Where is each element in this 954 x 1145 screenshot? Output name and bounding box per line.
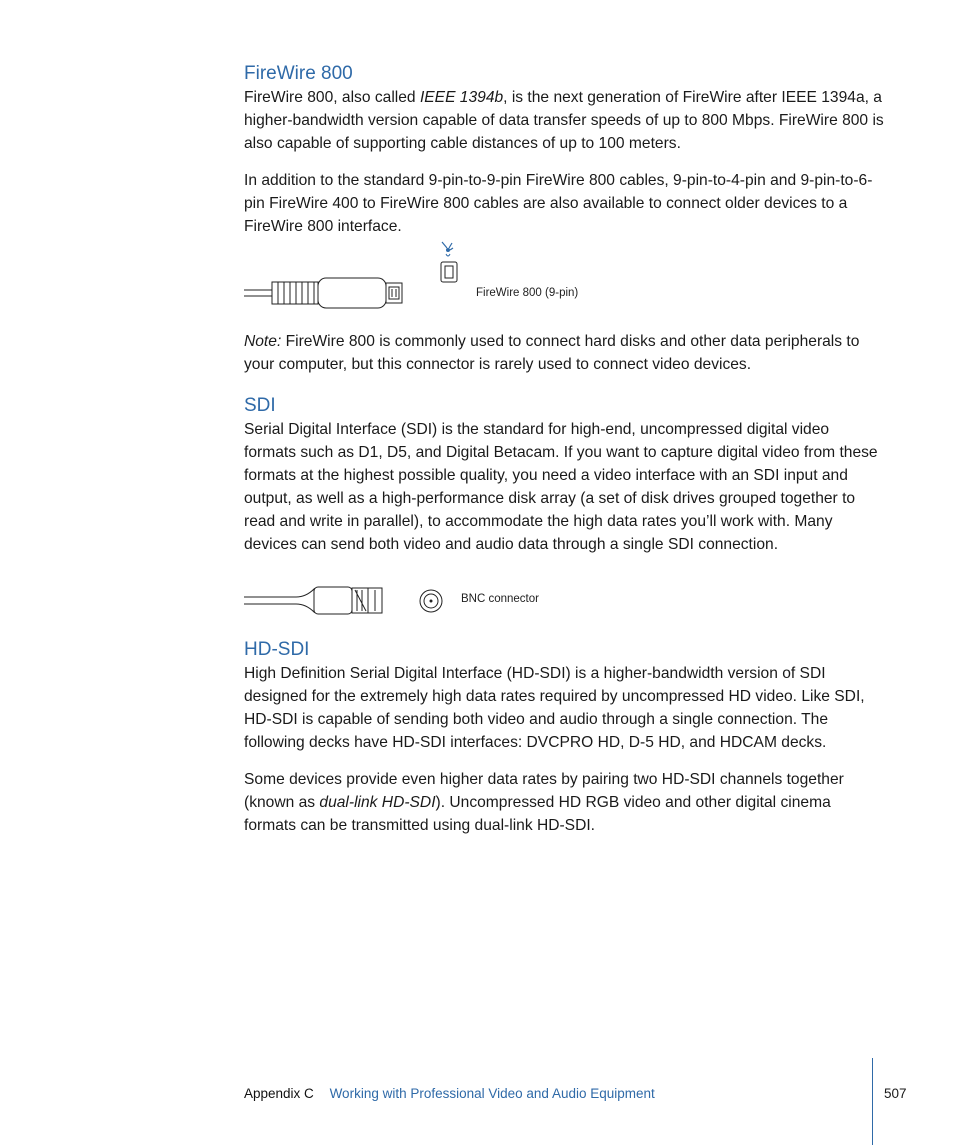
bnc-port-icon <box>418 556 448 630</box>
footer-divider <box>872 1058 873 1145</box>
firewire-note: Note: FireWire 800 is commonly used to connect hard disks and other data peripherals to your computer, but this connector is rarely used to connect video devices. <box>244 333 860 373</box>
firewire-logo-icon <box>442 242 453 256</box>
heading-hd-sdi: HD-SDI <box>244 639 310 660</box>
bnc-figure-label: BNC connector <box>461 593 539 605</box>
page-content <box>244 62 884 837</box>
sdi-paragraph: Serial Digital Interface (SDI) is the standard for high-end, uncompressed digital video formats such as D1, D5, and Digital Betacam. If you want to capture digital video from these formats at the highest possible quality, you need a video interface with an SDI input and output, as well as a high-performance disk array (a set of disk drives grouped together to read and write in parallel), to accommodate the high data rates you’ll work with. Many devices can send both video and audio data through a single SDI connection. <box>244 421 878 553</box>
footer-appendix: Appendix C <box>244 1086 314 1101</box>
hd-sdi-paragraph-1: High Definition Serial Digital Interface (HD-SDI) is a higher-bandwidth version of SDI designed for the extremely high data rates required by uncompressed HD video. Like SDI, HD-SDI is capable of sending both video and audio through a single connection. The following decks have HD-SDI interfaces: DVCPRO HD, D-5 HD, and HDCAM decks. <box>244 665 865 751</box>
section-hd-sdi <box>244 638 884 837</box>
heading-sdi: SDI <box>244 395 276 416</box>
page-number: 507 <box>884 1086 907 1101</box>
section-sdi <box>244 394 884 630</box>
firewire-paragraph-2: In addition to the standard 9-pin-to-9-pin FireWire 800 cables, 9-pin-to-4-pin and 9-pin-to-6-pin FireWire 400 to FireWire 800 cables are also available to connect older devices to a FireWire 800 interface. <box>244 172 873 235</box>
sdi-figure <box>244 556 884 630</box>
footer-chapter-title: Working with Professional Video and Audio Equipment <box>329 1086 655 1101</box>
section-firewire-800 <box>244 62 884 376</box>
firewire-paragraph-1: FireWire 800, also called IEEE 1394b, is the next generation of FireWire after IEEE 1394a, a higher-bandwidth version capable of data transfer speeds of up to 800 Mbps. FireWire 800 is also capable of supporting cable distances of up to 100 meters. <box>244 89 884 152</box>
hd-sdi-paragraph-2: Some devices provide even higher data rates by pairing two HD-SDI channels together (known as dual-link HD-SDI). Uncompressed HD RGB video and other digital cinema formats can be transmitted using dual-link HD-SDI. <box>244 771 844 834</box>
firewire-figure <box>244 238 884 318</box>
bnc-cable-icon <box>244 556 414 630</box>
heading-firewire-800: FireWire 800 <box>244 63 353 84</box>
firewire-port-icon <box>438 238 468 318</box>
firewire-figure-label: FireWire 800 (9-pin) <box>476 287 579 299</box>
page-footer <box>244 1086 655 1101</box>
